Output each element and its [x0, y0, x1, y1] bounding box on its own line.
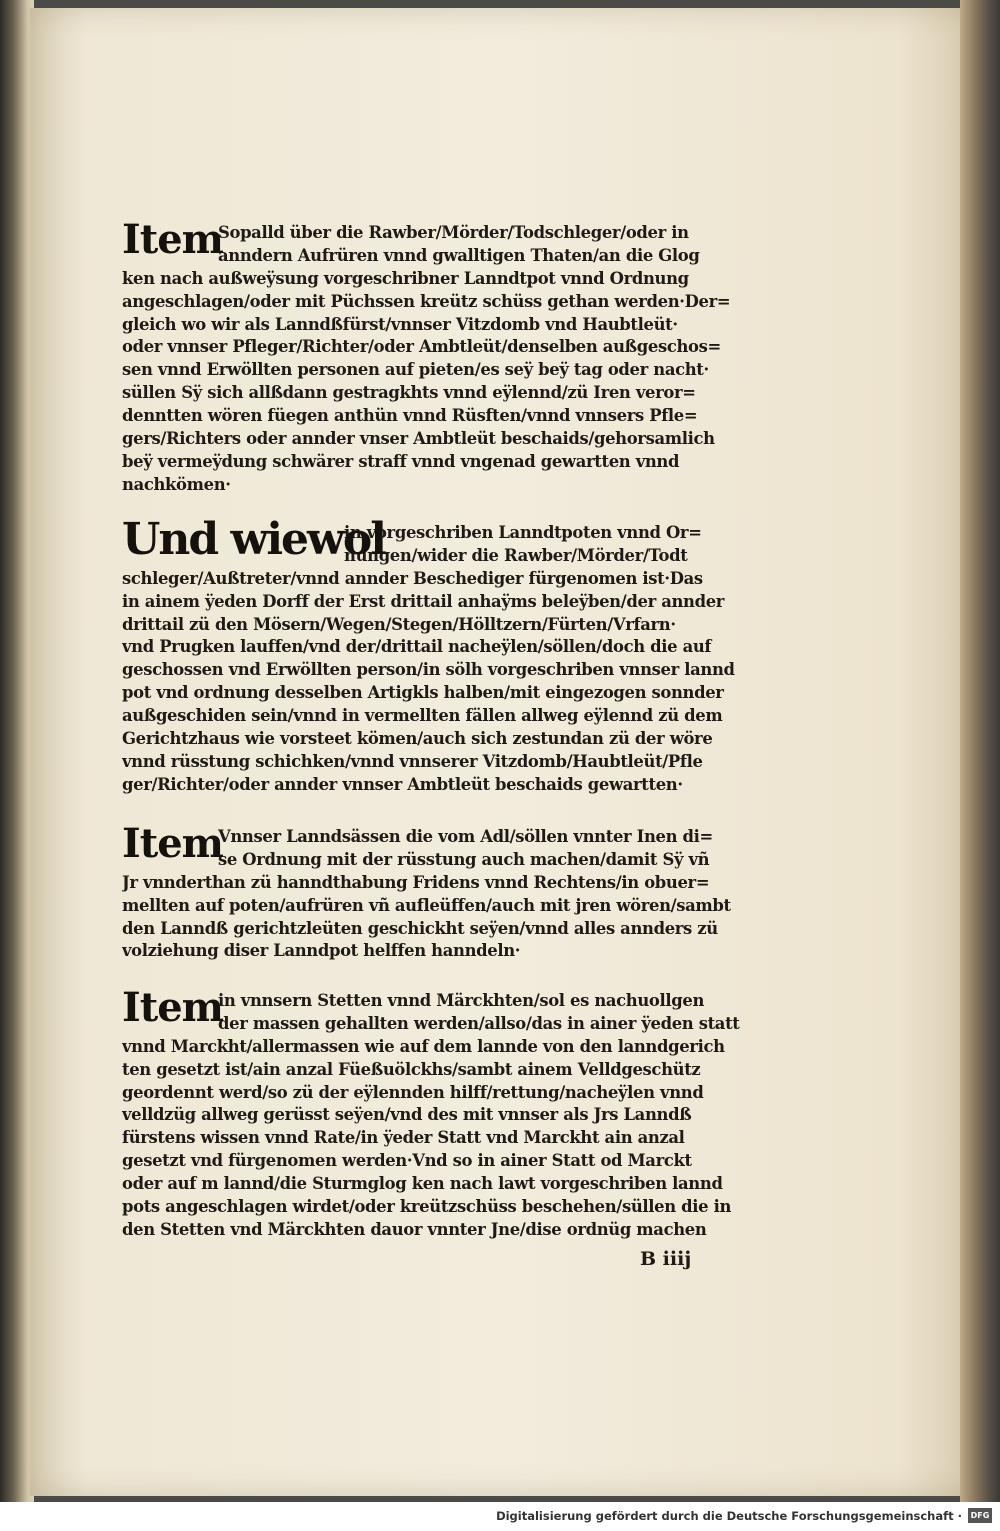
text-line: angeschlagen/oder mit Püchssen kreütz schüss gethan werden·Der= — [122, 291, 731, 311]
text-line: ten gesetzt ist/ain anzal Füeßuölckhs/sambt ainem Velldgeschütz — [122, 1059, 701, 1079]
text-line: süllen Sÿ sich allßdann gestragkhts vnnd eÿlennd/zü Iren veror= — [122, 383, 696, 403]
paragraph-initial: Item — [122, 984, 223, 1031]
paragraph-initial: Item — [122, 820, 223, 867]
text-line: sen vnnd Erwöllten personen auf pieten/es seÿ beÿ tag oder nacht· — [122, 360, 709, 380]
text-line: Sopalld über die Rawber/Mörder/Todschleger/oder in — [218, 223, 689, 242]
text-line: oder vnnser Pfleger/Richter/oder Ambtleüt/denselben außgeschos= — [122, 337, 721, 357]
text-line: mellten auf poten/aufrüren vñ aufleüffen/auch mit jren wören/sambt — [122, 895, 731, 915]
text-line: außgeschiden sein/vnnd in vermellten fällen allweg eÿlennd zü dem — [122, 706, 723, 726]
text-line: geschossen vnd Erwöllten person/in sölh vorgeschriben vnnser lannd — [122, 660, 735, 680]
footer-credit: Digitalisierung gefördert durch die Deutsche Forschungsgemeinschaft · — [496, 1509, 962, 1523]
text-line: drittail zü den Mösern/Wegen/Stegen/Hölltzern/Fürten/Vrfarn· — [122, 614, 676, 634]
text-line: fürstens wissen vnnd Rate/in ÿeder Statt vnd Marckht ain anzal — [122, 1128, 685, 1148]
text-line: vnnd rüsstung schichken/vnnd vnnserer Vitzdomb/Haubtleüt/Pfle — [122, 751, 703, 771]
text-line: velldzüg allweg gerüsst seÿen/vnd des mit vnnser als Jrs Lanndß — [122, 1105, 692, 1125]
text-line: ken nach außweÿsung vorgeschribner Lanndtpot vnnd Ordnung — [122, 268, 689, 288]
text-line: pots angeschlagen wirdet/oder kreützschüss beschehen/süllen die in — [122, 1197, 732, 1217]
page-fore-edge — [960, 0, 1000, 1502]
footer-bar — [0, 1502, 1000, 1531]
text-line: den Lanndß gerichtzleüten geschickht seÿen/vnnd alles annders zü — [122, 918, 718, 938]
text-line: in vorgeschriben Lanndtpoten vnnd Or= — [344, 523, 702, 542]
text-line: ger/Richter/oder annder vnnser Ambtleüt beschaids gewartten· — [122, 774, 683, 794]
text-line: nungen/wider die Rawber/Mörder/Todt — [344, 545, 688, 565]
paragraph-3 — [122, 820, 762, 963]
text-line: Jr vnnderthan zü hanndthabung Fridens vnnd Rechtens/in obuer= — [122, 872, 710, 892]
text-line: vnnd Marckht/allermassen wie auf dem lannde von den lanndgerich — [122, 1036, 725, 1056]
paragraph-2 — [122, 514, 762, 797]
dfg-logo-icon: DFG — [968, 1508, 992, 1523]
text-line: Gerichtzhaus wie vorsteet kömen/auch sich zestundan zü der wöre — [122, 729, 713, 749]
text-line: gleich wo wir als Lanndßfürst/vnnser Vitzdomb vnd Haubtleüt· — [122, 314, 678, 334]
text-line: denntten wören füegen anthün vnnd Rüsften/vnnd vnnsers Pfle= — [122, 406, 698, 426]
paragraph-initial: Item — [122, 216, 223, 263]
text-line: vnd Prugken lauffen/vnd der/drittail nacheÿlen/söllen/doch die auf — [122, 637, 712, 657]
paragraph-1 — [122, 216, 762, 497]
text-line: den Stetten vnd Märckhten dauor vnnter Jne/dise ordnüg machen — [122, 1219, 707, 1239]
text-line: der massen gehallten werden/allso/das in ainer ÿeden statt — [218, 1013, 740, 1033]
paragraph-4 — [122, 984, 762, 1242]
text-line: pot vnd ordnung desselben Artigkls halben/mit eingezogen sonnder — [122, 683, 724, 703]
signature-mark: B iiij — [640, 1248, 692, 1270]
text-line: volziehung diser Lanndpot helffen hanndeln· — [122, 941, 521, 961]
text-line: nachkömen· — [122, 474, 231, 494]
text-line: se Ordnung mit der rüsstung auch machen/damit Sÿ vñ — [218, 849, 710, 869]
text-line: oder auf m lannd/die Sturmglog ken nach lawt vorgeschriben lannd — [122, 1174, 723, 1194]
book-spine-edge — [0, 0, 34, 1502]
text-line: in vnnsern Stetten vnnd Märckhten/sol es nachuollgen — [218, 991, 705, 1010]
paragraph-initial: Und wiewol — [122, 514, 385, 565]
text-line: beÿ vermeÿdung schwärer straff vnnd vngenad gewartten vnnd — [122, 451, 680, 471]
text-line: geordennt werd/so zü der eÿlennden hilff/rettung/nacheÿlen vnnd — [122, 1082, 704, 1102]
text-line: in ainem ÿeden Dorff der Erst drittail anhaÿms beleÿben/der annder — [122, 591, 725, 611]
text-line: schleger/Außtreter/vnnd annder Beschediger fürgenomen ist·Das — [122, 568, 703, 588]
text-line: gers/Richters oder annder vnser Ambtleüt beschaids/gehorsamlich — [122, 429, 715, 449]
text-line: gesetzt vnd fürgenomen werden·Vnd so in ainer Statt od Marckt — [122, 1151, 692, 1171]
text-line: anndern Aufrüren vnnd gwalltigen Thaten/an die Glog — [218, 245, 700, 265]
text-line: Vnnser Lanndsässen die vom Adl/söllen vnnter Inen di= — [218, 827, 713, 846]
